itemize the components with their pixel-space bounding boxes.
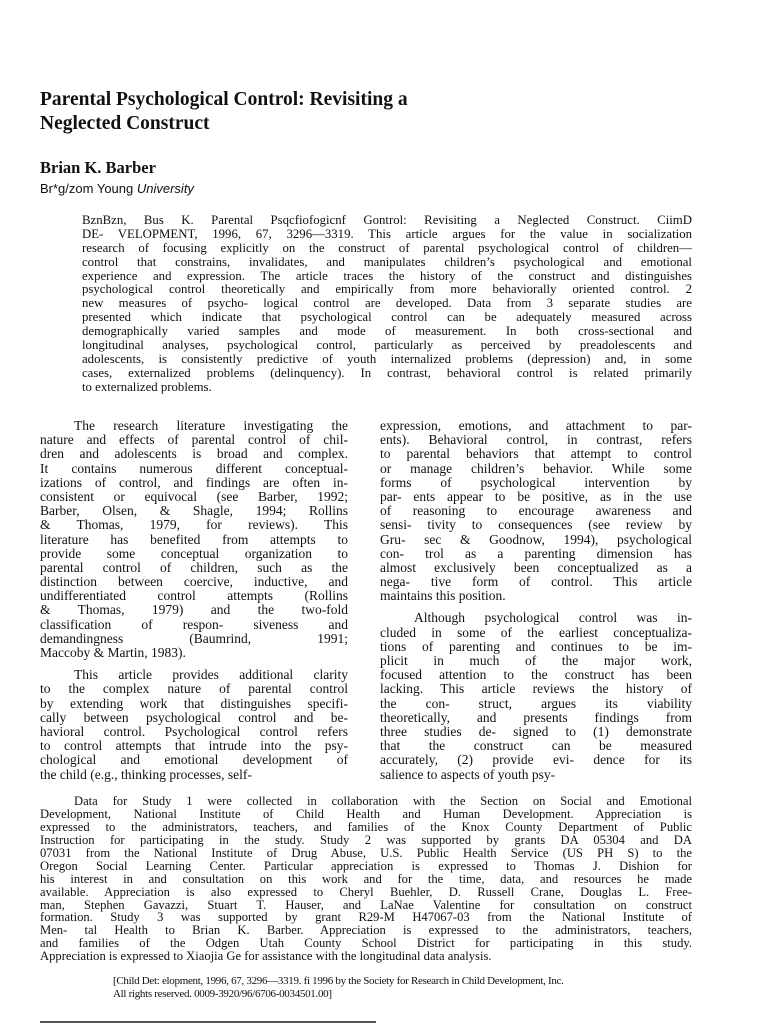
text-line: longitudinal analyses, psychological control, particularly as perceived by preadolescents and bbox=[82, 338, 692, 353]
text-line: maintains this position. bbox=[380, 588, 506, 604]
text-line: BznBzn, Bus K. Parental Psqcfiofogicnf Gontrol: Revisiting a Neglected Construct. CiimD bbox=[82, 213, 692, 227]
text-line: nega- tive form of control. This article bbox=[380, 574, 692, 590]
text-line: cally between psychological control and be- bbox=[40, 709, 348, 725]
text-line: formation. Study 3 was supported by grant R29-M H47067-03 from the National Institute of bbox=[40, 910, 692, 925]
text-line: literature has benefited from attempts to bbox=[40, 531, 348, 547]
text-line: tions of parenting and continues to be im- bbox=[380, 638, 692, 654]
text-line: three studies de- signed to (1) demonstrate bbox=[380, 723, 692, 739]
text-line: to parental behaviors that attempt to control bbox=[380, 446, 692, 462]
text-line: and families of the Odgen Utah County School District for participating in this study. bbox=[40, 936, 692, 951]
text-line: Gru- sec & Goodnow, 1994), psychological bbox=[380, 531, 692, 547]
text-line: ents). Behavioral control, in contrast, refers bbox=[380, 432, 692, 448]
paragraph bbox=[380, 611, 692, 781]
text-line: his interest in and consultation on this work and for the time, data, and resources he made bbox=[40, 871, 692, 886]
text-line: forms of psychological intervention by bbox=[380, 474, 692, 490]
text-line: Data for Study 1 were collected in collaboration with the Section on Social and Emotional bbox=[74, 794, 692, 808]
text-line: of reasoning to encourage awareness and bbox=[380, 503, 692, 519]
text-line: Oregon Social Learning Center. Particular appreciation is expressed to Thomas J. Dishion for bbox=[40, 858, 692, 873]
text-line: DE- VELOPMENT, 1996, 67, 3296—3319. This article argues for the value in socialization bbox=[82, 226, 692, 241]
text-line: demandingness (Baumrind, 1991; bbox=[40, 630, 348, 646]
text-line: par- ents appear to be positive, as in the use bbox=[380, 488, 692, 504]
paragraph bbox=[380, 419, 692, 603]
text-line: Men- tal Health to Brian K. Barber. Appreciation is expressed to the administrators, teachers, bbox=[40, 923, 692, 938]
text-line: salience to aspects of youth psy- bbox=[380, 766, 556, 782]
affiliation-italic: University bbox=[136, 181, 194, 196]
body-right-column bbox=[380, 419, 692, 782]
citation-line: [Child Det: elopment, 1996, 67, 3296—3319. fi 1996 by the Society for Research in Child Development, Inc. bbox=[113, 975, 564, 987]
text-line: psychological control theoretically and empirically from more behaviorally oriented control. 2 bbox=[82, 282, 692, 297]
text-line: distinction between coercive, inductive, and bbox=[40, 574, 348, 590]
author-name: Brian K. Barber bbox=[40, 158, 156, 177]
text-line: provide some conceptual organization to bbox=[40, 545, 348, 561]
title-line: Neglected Construct bbox=[40, 113, 210, 134]
text-line: dren and adolescents is broad and complex. bbox=[40, 446, 348, 462]
paragraph bbox=[40, 668, 348, 782]
text-line: the con- struct, argues its viability bbox=[380, 695, 692, 711]
text-line: lacking. This article reviews the history of bbox=[380, 681, 692, 697]
text-line: to externalized problems. bbox=[82, 379, 212, 394]
text-line: that the construct can be measured bbox=[380, 738, 692, 754]
paragraph bbox=[40, 419, 348, 660]
text-line: new measures of psycho- logical control are developed. Data from 3 separate studies are bbox=[82, 296, 692, 311]
text-line: cluded in some of the earliest conceptualiza- bbox=[380, 624, 692, 640]
text-line: parental control of children, such as the bbox=[40, 559, 348, 575]
text-line: to control attempts that intrude into the psy- bbox=[40, 738, 348, 754]
text-line: Barber, Olsen, & Shagle, 1994; Rollins bbox=[40, 503, 348, 519]
text-line: accurately, (2) provide evi- dence for its bbox=[380, 752, 692, 768]
text-line: adolescents, is consistently predictive of youth internalized problems (depression) and, in some bbox=[82, 351, 692, 366]
text-line: Instruction for participating in the study. Study 2 was supported by grants DA 05304 and DA bbox=[40, 832, 692, 847]
text-line: sensi- tivity to consequences (see review by bbox=[380, 517, 692, 533]
text-line: or manage children’s behavior. While some bbox=[380, 460, 692, 476]
text-line: 07031 from the National Institute of Drug Abuse, U.S. Public Health Service (US PH S) to the bbox=[40, 845, 692, 860]
text-line: presented which indicate that psychological control can be adequately measured across bbox=[82, 310, 692, 325]
text-line: undifferentiated control attempts (Rollins bbox=[40, 588, 348, 604]
text-line: expression, emotions, and attachment to par- bbox=[380, 418, 692, 433]
text-line: Although psychological control was in- bbox=[414, 610, 692, 626]
text-line: experience and expression. The article traces the history of the construct and distinguishes bbox=[82, 268, 692, 283]
text-line: The research literature investigating the bbox=[74, 418, 348, 433]
text-line: the child (e.g., thinking processes, self- bbox=[40, 766, 252, 782]
text-line: havioral control. Psychological control refers bbox=[40, 723, 348, 739]
text-line: con- trol as a parenting dimension has bbox=[380, 545, 692, 561]
text-line: by extending work that distinguishes specifi- bbox=[40, 695, 348, 711]
article-title bbox=[40, 88, 540, 136]
author-affiliation bbox=[40, 181, 194, 196]
text-line: & Thomas, 1979, for reviews). This bbox=[40, 517, 348, 533]
abstract bbox=[82, 214, 692, 395]
body-left-column bbox=[40, 419, 348, 782]
text-line: & Thomas, 1979) and the two-fold bbox=[40, 602, 348, 618]
text-line: man, Stephen Gavazzi, Stuart T. Hauser, and LaNae Valentine for consultation on construct bbox=[40, 897, 692, 912]
text-line: available. Appreciation is also expressed to Cheryl Buehler, D. Russell Crane, Douglas L. Free- bbox=[40, 884, 692, 899]
text-line: demographically varied samples and mode of measurement. In both cross-sectional and bbox=[82, 324, 692, 339]
footnote-rule bbox=[40, 1021, 376, 1023]
text-line: nature and effects of parental control of chil- bbox=[40, 432, 348, 448]
text-line: focused attention to the construct has been bbox=[380, 667, 692, 683]
text-line: chological and emotional development of bbox=[40, 752, 348, 768]
title-line: Parental Psychological Control: Revisiting a bbox=[40, 89, 408, 110]
text-line: Appreciation is expressed to Xiaojia Ge for assistance with the longitudinal data analysis. bbox=[40, 949, 492, 964]
text-line: This article provides additional clarity bbox=[74, 667, 348, 683]
text-line: classification of respon- siveness and bbox=[40, 616, 348, 632]
text-line: izations of control, and findings are often in- bbox=[40, 474, 348, 490]
text-line: It contains numerous different conceptual- bbox=[40, 460, 348, 476]
text-line: theoretically, and presents findings from bbox=[380, 709, 692, 725]
text-line: cases, externalized problems (delinquency). In contrast, behavioral control is related primarily bbox=[82, 365, 692, 380]
text-line: control that constrains, invalidates, and manipulates children’s psychological and emotional bbox=[82, 254, 692, 269]
text-line: Development, National Institute of Child Health and Human Development. Appreciation is bbox=[40, 806, 692, 821]
text-line: research of focusing explicitly on the construct of parental psychological control of children— bbox=[82, 240, 692, 255]
acknowledgement-footnote bbox=[40, 795, 692, 963]
text-line: Maccoby & Martin, 1983). bbox=[40, 645, 186, 660]
affiliation-prefix: Br*g/zom Young bbox=[40, 181, 137, 196]
citation-notice bbox=[113, 975, 564, 1001]
citation-line: All rights reserved. 0009-3920/96/6706-0034501.00] bbox=[113, 988, 332, 1000]
text-line: expressed to the administrators, teachers, and families of the Knox County Department of Public bbox=[40, 819, 692, 834]
text-line: to the complex nature of parental control bbox=[40, 681, 348, 697]
text-line: almost exclusively been conceptualized as a bbox=[380, 559, 692, 575]
text-line: consistent or equivocal (see Barber, 1992; bbox=[40, 488, 348, 504]
text-line: plicit in much of the major work, bbox=[380, 653, 692, 668]
